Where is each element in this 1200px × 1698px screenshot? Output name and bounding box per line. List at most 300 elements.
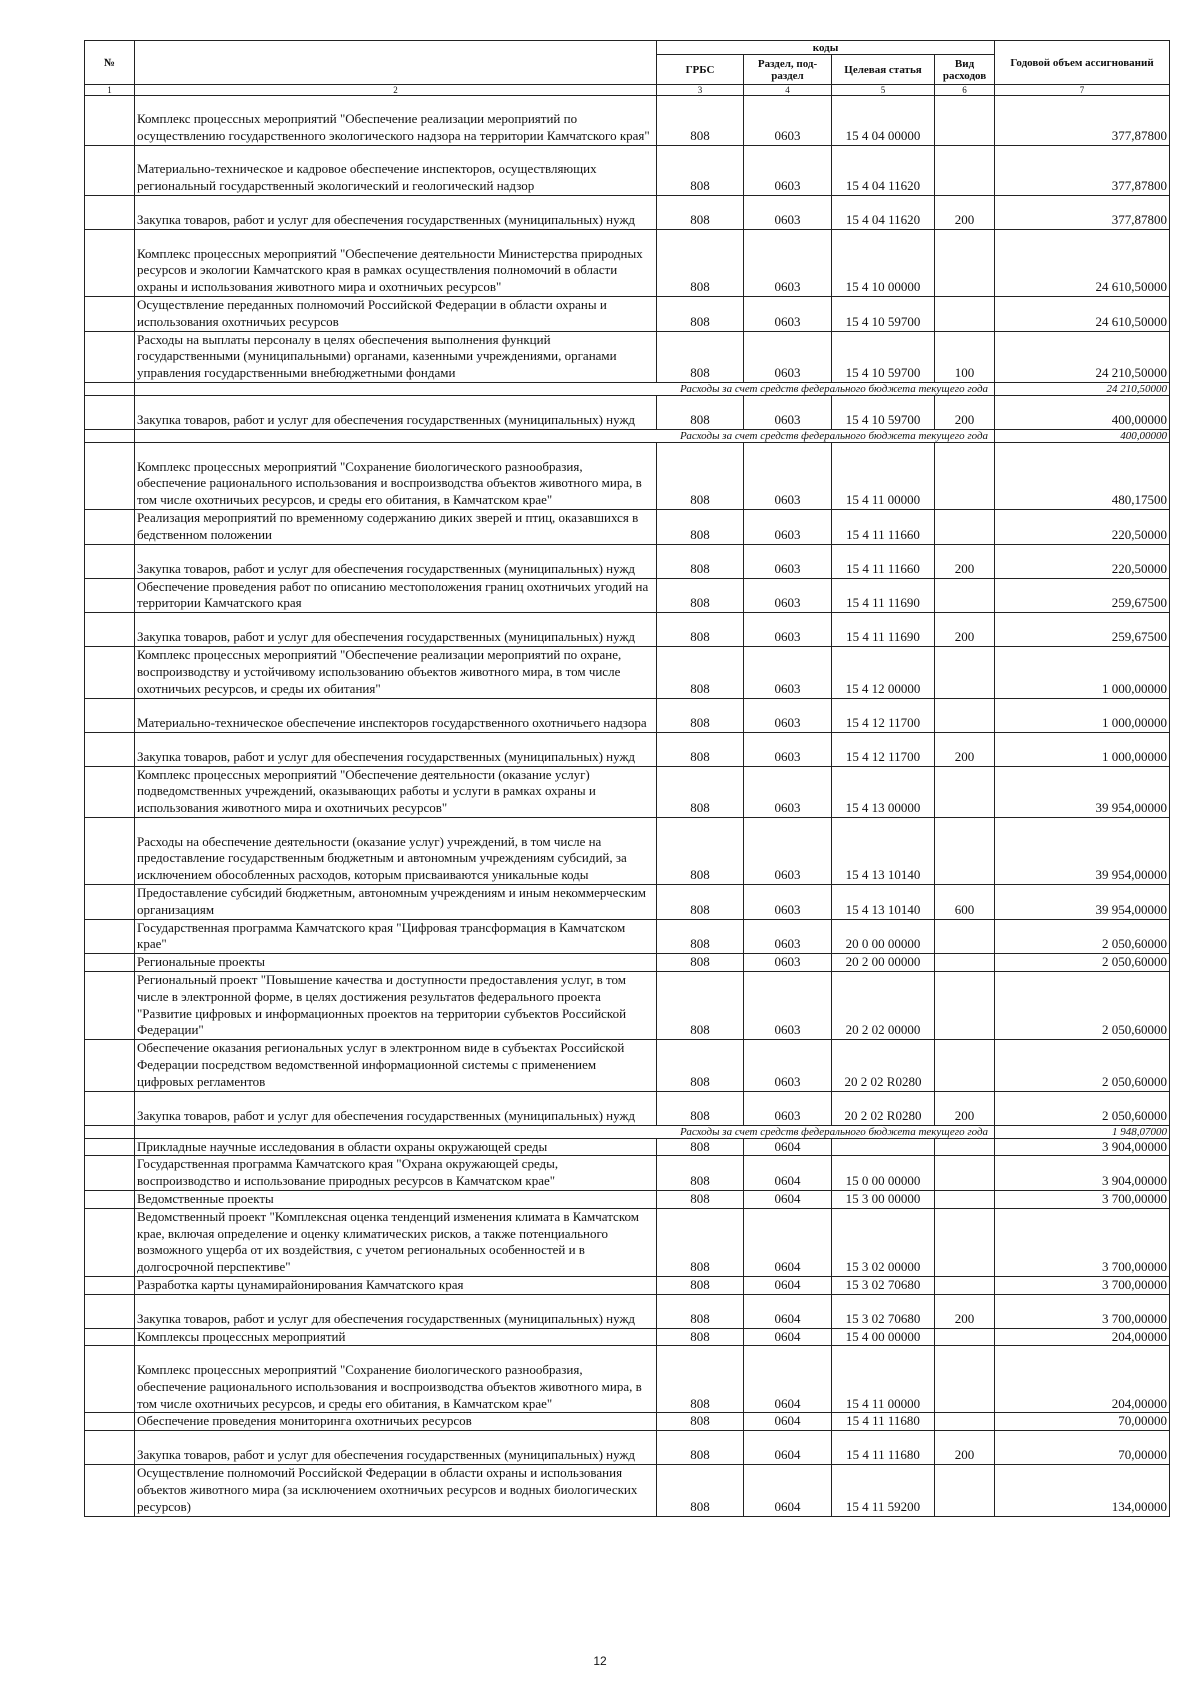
table-row bbox=[85, 698, 1170, 732]
row-number-cell bbox=[85, 1040, 135, 1091]
expense-kind bbox=[935, 954, 995, 972]
target-article: 15 4 10 59700 bbox=[832, 297, 935, 332]
expense-kind bbox=[935, 1040, 995, 1091]
expense-kind: 100 bbox=[935, 331, 995, 382]
grbs-code: 808 bbox=[657, 817, 744, 884]
table-row bbox=[85, 146, 1170, 196]
table-row bbox=[85, 331, 1170, 382]
expense-name: Обеспечение проведения работ по описанию местоположения границ охотничьих угодий на территории Камчатского края bbox=[135, 578, 657, 613]
expense-kind bbox=[935, 96, 995, 146]
expense-name: Предоставление субсидий бюджетным, автономным учреждениям и иным некоммерческим организациям bbox=[135, 884, 657, 919]
annual-amount: 39 954,00000 bbox=[995, 766, 1170, 817]
section-code: 0603 bbox=[744, 196, 832, 230]
expense-kind bbox=[935, 647, 995, 698]
annual-amount: 3 700,00000 bbox=[995, 1190, 1170, 1208]
expense-kind bbox=[935, 509, 995, 544]
grbs-code: 808 bbox=[657, 1465, 744, 1516]
section-code: 0603 bbox=[744, 1040, 832, 1091]
budget-sheet bbox=[84, 40, 1169, 1517]
expense-name: Реализация мероприятий по временному содержанию диких зверей и птиц, оказавшихся в бедственном положении bbox=[135, 509, 657, 544]
expense-name: Закупка товаров, работ и услуг для обеспечения государственных (муниципальных) нужд bbox=[135, 732, 657, 766]
target-article: 15 3 00 00000 bbox=[832, 1190, 935, 1208]
expense-kind: 200 bbox=[935, 1091, 995, 1125]
expense-name: Расходы на выплаты персоналу в целях обеспечения выполнения функций государственными (муниципальными) органами, казенными учреждениями, органами управления государственными внебюджетными фондами bbox=[135, 331, 657, 382]
annual-amount: 400,00000 bbox=[995, 395, 1170, 429]
section-code: 0604 bbox=[744, 1431, 832, 1465]
grbs-code: 808 bbox=[657, 1328, 744, 1346]
row-number-cell bbox=[85, 1328, 135, 1346]
section-code: 0603 bbox=[744, 146, 832, 196]
annual-amount: 480,17500 bbox=[995, 442, 1170, 509]
expense-name: Закупка товаров, работ и услуг для обеспечения государственных (муниципальных) нужд bbox=[135, 395, 657, 429]
row-number-cell bbox=[85, 1346, 135, 1413]
expense-kind bbox=[935, 1346, 995, 1413]
table-row bbox=[85, 578, 1170, 613]
grbs-code: 808 bbox=[657, 1346, 744, 1413]
note-label: Расходы за счет средств федерального бюджета текущего года bbox=[135, 1125, 995, 1138]
row-number-cell bbox=[85, 884, 135, 919]
grbs-code: 808 bbox=[657, 732, 744, 766]
grbs-code: 808 bbox=[657, 331, 744, 382]
grbs-code: 808 bbox=[657, 1091, 744, 1125]
row-number-cell bbox=[85, 1276, 135, 1294]
federal-note-row bbox=[85, 1125, 1170, 1138]
expense-name: Закупка товаров, работ и услуг для обеспечения государственных (муниципальных) нужд bbox=[135, 1091, 657, 1125]
expense-name: Материально-техническое обеспечение инспекторов государственного охотничьего надзора bbox=[135, 698, 657, 732]
target-article: 20 2 02 R0280 bbox=[832, 1091, 935, 1125]
expense-kind bbox=[935, 1156, 995, 1191]
target-article: 15 3 02 70680 bbox=[832, 1276, 935, 1294]
expense-name: Комплекс процессных мероприятий "Обеспечение деятельности Министерства природных ресурсов и экологии Камчатского края в рамках осуществления полномочий в области охраны и использования животного мира и охотничьих ресурсов" bbox=[135, 230, 657, 297]
target-article: 15 4 00 00000 bbox=[832, 1328, 935, 1346]
row-number-cell bbox=[85, 1190, 135, 1208]
annual-amount: 3 904,00000 bbox=[995, 1156, 1170, 1191]
section-code: 0603 bbox=[744, 509, 832, 544]
note-sum: 1 948,07000 bbox=[995, 1125, 1170, 1138]
expense-name: Комплекс процессных мероприятий "Обеспечение реализации мероприятий по осуществлению государственного экологического надзора на территории Камчатского края" bbox=[135, 96, 657, 146]
row-number-cell bbox=[85, 1431, 135, 1465]
target-article: 15 4 13 10140 bbox=[832, 884, 935, 919]
expense-kind bbox=[935, 698, 995, 732]
expense-kind bbox=[935, 146, 995, 196]
grbs-code: 808 bbox=[657, 766, 744, 817]
expense-kind bbox=[935, 817, 995, 884]
col-number: 6 bbox=[935, 85, 995, 96]
col-number: 1 bbox=[85, 85, 135, 96]
section-code: 0603 bbox=[744, 230, 832, 297]
expense-kind: 200 bbox=[935, 613, 995, 647]
annual-amount: 3 904,00000 bbox=[995, 1138, 1170, 1156]
row-number-cell bbox=[85, 1091, 135, 1125]
target-article: 15 4 04 00000 bbox=[832, 96, 935, 146]
annual-amount: 134,00000 bbox=[995, 1465, 1170, 1516]
row-number-cell bbox=[85, 971, 135, 1039]
expense-name: Расходы на обеспечение деятельности (оказание услуг) учреждений, в том числе на предоставление государственным бюджетным и автономным учреждениям субсидий, за исключением обособленных расходов, которым присваиваются уникальные коды bbox=[135, 817, 657, 884]
header-kind: Вид расходов bbox=[935, 55, 995, 85]
row-number-cell bbox=[85, 919, 135, 954]
col-number: 4 bbox=[744, 85, 832, 96]
annual-amount: 2 050,60000 bbox=[995, 1091, 1170, 1125]
row-number-cell bbox=[85, 146, 135, 196]
target-article: 20 2 00 00000 bbox=[832, 954, 935, 972]
grbs-code: 808 bbox=[657, 884, 744, 919]
target-article: 15 4 11 11690 bbox=[832, 578, 935, 613]
target-article: 15 4 04 11620 bbox=[832, 196, 935, 230]
section-code: 0603 bbox=[744, 613, 832, 647]
section-code: 0603 bbox=[744, 919, 832, 954]
expense-kind bbox=[935, 1328, 995, 1346]
target-article: 20 0 00 00000 bbox=[832, 919, 935, 954]
row-number-cell bbox=[85, 1138, 135, 1156]
expense-name: Комплекс процессных мероприятий "Обеспечение деятельности (оказание услуг) подведомственных учреждений, оказывающих работы и услуги в рамках охраны и использования животного мира и охотничьих ресурсов" bbox=[135, 766, 657, 817]
annual-amount: 377,87800 bbox=[995, 146, 1170, 196]
target-article: 15 0 00 00000 bbox=[832, 1156, 935, 1191]
annual-amount: 204,00000 bbox=[995, 1328, 1170, 1346]
table-row bbox=[85, 230, 1170, 297]
grbs-code: 808 bbox=[657, 578, 744, 613]
col-number: 5 bbox=[832, 85, 935, 96]
grbs-code: 808 bbox=[657, 1294, 744, 1328]
table-row bbox=[85, 1294, 1170, 1328]
row-number-cell bbox=[85, 698, 135, 732]
table-row bbox=[85, 766, 1170, 817]
expense-name: Обеспечение проведения мониторинга охотничьих ресурсов bbox=[135, 1413, 657, 1431]
expense-kind: 200 bbox=[935, 544, 995, 578]
row-number-cell bbox=[85, 817, 135, 884]
table-row bbox=[85, 884, 1170, 919]
row-number-cell bbox=[85, 331, 135, 382]
federal-note-row bbox=[85, 382, 1170, 395]
expense-kind: 200 bbox=[935, 196, 995, 230]
target-article: 15 3 02 00000 bbox=[832, 1208, 935, 1276]
target-article: 15 4 11 11660 bbox=[832, 509, 935, 544]
grbs-code: 808 bbox=[657, 230, 744, 297]
annual-amount: 1 000,00000 bbox=[995, 698, 1170, 732]
grbs-code: 808 bbox=[657, 297, 744, 332]
section-code: 0604 bbox=[744, 1190, 832, 1208]
expense-name: Закупка товаров, работ и услуг для обеспечения государственных (муниципальных) нужд bbox=[135, 196, 657, 230]
expense-name: Разработка карты цунамирайонирования Камчатского края bbox=[135, 1276, 657, 1294]
annual-amount: 204,00000 bbox=[995, 1346, 1170, 1413]
expense-name: Региональный проект "Повышение качества и доступности предоставления услуг, в том числе в электронной форме, в целях достижения результатов федерального проекта "Развитие цифровых и информационных проектов на территории субъектов Российской Федерации" bbox=[135, 971, 657, 1039]
row-number-cell bbox=[85, 732, 135, 766]
table-row bbox=[85, 1346, 1170, 1413]
grbs-code: 808 bbox=[657, 1431, 744, 1465]
expense-name: Закупка товаров, работ и услуг для обеспечения государственных (муниципальных) нужд bbox=[135, 1294, 657, 1328]
grbs-code: 808 bbox=[657, 442, 744, 509]
expense-name: Комплекс процессных мероприятий "Сохранение биологического разнообразия, обеспечение рационального использования и воспроизводства объектов животного мира, в том числе охотничьих ресурсов, и среды его обитания, в Камчатском крае" bbox=[135, 442, 657, 509]
target-article: 15 4 11 11680 bbox=[832, 1413, 935, 1431]
target-article: 15 4 12 11700 bbox=[832, 698, 935, 732]
grbs-code: 808 bbox=[657, 1276, 744, 1294]
row-number-cell bbox=[85, 1465, 135, 1516]
grbs-code: 808 bbox=[657, 146, 744, 196]
grbs-code: 808 bbox=[657, 1156, 744, 1191]
section-code: 0603 bbox=[744, 544, 832, 578]
grbs-code: 808 bbox=[657, 1040, 744, 1091]
row-number-cell bbox=[85, 382, 135, 395]
grbs-code: 808 bbox=[657, 971, 744, 1039]
annual-amount: 2 050,60000 bbox=[995, 971, 1170, 1039]
table-row bbox=[85, 395, 1170, 429]
expense-kind: 200 bbox=[935, 732, 995, 766]
target-article: 15 4 10 59700 bbox=[832, 395, 935, 429]
row-number-cell bbox=[85, 647, 135, 698]
table-row bbox=[85, 196, 1170, 230]
row-number-cell bbox=[85, 230, 135, 297]
target-article: 20 2 02 00000 bbox=[832, 971, 935, 1039]
target-article: 15 4 11 11680 bbox=[832, 1431, 935, 1465]
table-row bbox=[85, 509, 1170, 544]
table-body bbox=[85, 96, 1170, 1517]
target-article: 15 4 11 00000 bbox=[832, 1346, 935, 1413]
col-number: 7 bbox=[995, 85, 1170, 96]
annual-amount: 259,67500 bbox=[995, 578, 1170, 613]
row-number-cell bbox=[85, 1156, 135, 1191]
expense-name: Ведомственный проект "Комплексная оценка тенденций изменения климата в Камчатском крае, включая определение и оценку климатических рисков, а также потенциального возможного ущерба от их воздействия, с учетом региональных особенностей и в долгосрочной перспективе" bbox=[135, 1208, 657, 1276]
expense-kind bbox=[935, 971, 995, 1039]
expense-name: Обеспечение оказания региональных услуг в электронном виде в субъектах Российской Федерации посредством ведомственной информационной системы с применением цифровых регламентов bbox=[135, 1040, 657, 1091]
expense-kind: 200 bbox=[935, 1431, 995, 1465]
target-article: 15 4 13 10140 bbox=[832, 817, 935, 884]
section-code: 0604 bbox=[744, 1413, 832, 1431]
section-code: 0603 bbox=[744, 766, 832, 817]
target-article bbox=[832, 1138, 935, 1156]
section-code: 0603 bbox=[744, 884, 832, 919]
section-code: 0603 bbox=[744, 698, 832, 732]
expense-name: Осуществление переданных полномочий Российской Федерации в области охраны и использования охотничьих ресурсов bbox=[135, 297, 657, 332]
expense-kind bbox=[935, 230, 995, 297]
page-number: 12 bbox=[593, 1654, 607, 1668]
section-code: 0604 bbox=[744, 1294, 832, 1328]
grbs-code: 808 bbox=[657, 647, 744, 698]
grbs-code: 808 bbox=[657, 196, 744, 230]
expense-kind bbox=[935, 578, 995, 613]
section-code: 0603 bbox=[744, 971, 832, 1039]
section-code: 0604 bbox=[744, 1346, 832, 1413]
annual-amount: 24 210,50000 bbox=[995, 331, 1170, 382]
row-number-cell bbox=[85, 766, 135, 817]
annual-amount: 39 954,00000 bbox=[995, 884, 1170, 919]
header-annual: Годовой объем ассигнований bbox=[995, 41, 1170, 85]
section-code: 0604 bbox=[744, 1328, 832, 1346]
grbs-code: 808 bbox=[657, 1190, 744, 1208]
target-article: 15 4 10 00000 bbox=[832, 230, 935, 297]
row-number-cell bbox=[85, 613, 135, 647]
header-codes: коды bbox=[657, 41, 995, 55]
table-row bbox=[85, 1465, 1170, 1516]
grbs-code: 808 bbox=[657, 96, 744, 146]
table-row bbox=[85, 971, 1170, 1039]
target-article: 15 4 12 11700 bbox=[832, 732, 935, 766]
note-sum: 400,00000 bbox=[995, 429, 1170, 442]
header-no: № bbox=[85, 41, 135, 85]
table-row bbox=[85, 442, 1170, 509]
annual-amount: 2 050,60000 bbox=[995, 1040, 1170, 1091]
table-row bbox=[85, 1328, 1170, 1346]
section-code: 0603 bbox=[744, 331, 832, 382]
section-code: 0604 bbox=[744, 1465, 832, 1516]
row-number-cell bbox=[85, 96, 135, 146]
grbs-code: 808 bbox=[657, 544, 744, 578]
annual-amount: 1 000,00000 bbox=[995, 647, 1170, 698]
row-number-cell bbox=[85, 1208, 135, 1276]
target-article: 15 4 04 11620 bbox=[832, 146, 935, 196]
section-code: 0603 bbox=[744, 732, 832, 766]
header-number-row bbox=[85, 85, 1170, 96]
grbs-code: 808 bbox=[657, 1208, 744, 1276]
table-row bbox=[85, 732, 1170, 766]
expense-name: Материально-техническое и кадровое обеспечение инспекторов, осуществляющих региональный государственный экологический и геологический надзор bbox=[135, 146, 657, 196]
grbs-code: 808 bbox=[657, 1413, 744, 1431]
table-row bbox=[85, 919, 1170, 954]
table-row bbox=[85, 1431, 1170, 1465]
grbs-code: 808 bbox=[657, 954, 744, 972]
section-code: 0603 bbox=[744, 647, 832, 698]
expense-kind bbox=[935, 442, 995, 509]
header-grbs: ГРБС bbox=[657, 55, 744, 85]
table-row bbox=[85, 1156, 1170, 1191]
expense-name: Закупка товаров, работ и услуг для обеспечения государственных (муниципальных) нужд bbox=[135, 613, 657, 647]
col-number: 3 bbox=[657, 85, 744, 96]
table-row bbox=[85, 1040, 1170, 1091]
target-article: 15 4 11 11690 bbox=[832, 613, 935, 647]
table-row bbox=[85, 544, 1170, 578]
table-row bbox=[85, 1138, 1170, 1156]
note-label: Расходы за счет средств федерального бюджета текущего года bbox=[135, 429, 995, 442]
row-number-cell bbox=[85, 954, 135, 972]
row-number-cell bbox=[85, 1413, 135, 1431]
section-code: 0604 bbox=[744, 1208, 832, 1276]
expense-kind bbox=[935, 1190, 995, 1208]
annual-amount: 3 700,00000 bbox=[995, 1276, 1170, 1294]
annual-amount: 70,00000 bbox=[995, 1413, 1170, 1431]
header-target: Целевая статья bbox=[832, 55, 935, 85]
section-code: 0604 bbox=[744, 1156, 832, 1191]
row-number-cell bbox=[85, 429, 135, 442]
row-number-cell bbox=[85, 578, 135, 613]
expense-name: Закупка товаров, работ и услуг для обеспечения государственных (муниципальных) нужд bbox=[135, 1431, 657, 1465]
expense-kind bbox=[935, 1208, 995, 1276]
annual-amount: 3 700,00000 bbox=[995, 1294, 1170, 1328]
target-article: 15 4 11 11660 bbox=[832, 544, 935, 578]
annual-amount: 2 050,60000 bbox=[995, 919, 1170, 954]
section-code: 0604 bbox=[744, 1276, 832, 1294]
header-name bbox=[135, 41, 657, 85]
expense-kind bbox=[935, 919, 995, 954]
table-row bbox=[85, 613, 1170, 647]
note-label: Расходы за счет средств федерального бюджета текущего года bbox=[135, 382, 995, 395]
expense-name: Комплексы процессных мероприятий bbox=[135, 1328, 657, 1346]
grbs-code: 808 bbox=[657, 698, 744, 732]
grbs-code: 808 bbox=[657, 509, 744, 544]
section-code: 0603 bbox=[744, 395, 832, 429]
section-code: 0603 bbox=[744, 297, 832, 332]
annual-amount: 377,87800 bbox=[995, 96, 1170, 146]
row-number-cell bbox=[85, 1125, 135, 1138]
expense-name: Осуществление полномочий Российской Федерации в области охраны и использования объектов животного мира (за исключением охотничьих ресурсов и водных биологических ресурсов) bbox=[135, 1465, 657, 1516]
section-code: 0603 bbox=[744, 817, 832, 884]
target-article: 20 2 02 R0280 bbox=[832, 1040, 935, 1091]
annual-amount: 3 700,00000 bbox=[995, 1208, 1170, 1276]
expense-kind bbox=[935, 766, 995, 817]
target-article: 15 4 11 59200 bbox=[832, 1465, 935, 1516]
header-section: Раздел, под-раздел bbox=[744, 55, 832, 85]
row-number-cell bbox=[85, 297, 135, 332]
expense-name: Государственная программа Камчатского края "Охрана окружающей среды, воспроизводство и использование природных ресурсов в Камчатском крае" bbox=[135, 1156, 657, 1191]
budget-table bbox=[84, 40, 1170, 1517]
annual-amount: 220,50000 bbox=[995, 544, 1170, 578]
annual-amount: 70,00000 bbox=[995, 1431, 1170, 1465]
row-number-cell bbox=[85, 509, 135, 544]
expense-name: Закупка товаров, работ и услуг для обеспечения государственных (муниципальных) нужд bbox=[135, 544, 657, 578]
expense-kind: 200 bbox=[935, 395, 995, 429]
section-code: 0603 bbox=[744, 442, 832, 509]
row-number-cell bbox=[85, 196, 135, 230]
table-row bbox=[85, 1208, 1170, 1276]
expense-name: Прикладные научные исследования в области охраны окружающей среды bbox=[135, 1138, 657, 1156]
target-article: 15 4 12 00000 bbox=[832, 647, 935, 698]
row-number-cell bbox=[85, 544, 135, 578]
section-code: 0604 bbox=[744, 1138, 832, 1156]
row-number-cell bbox=[85, 395, 135, 429]
annual-amount: 377,87800 bbox=[995, 196, 1170, 230]
table-row bbox=[85, 954, 1170, 972]
section-code: 0603 bbox=[744, 954, 832, 972]
target-article: 15 3 02 70680 bbox=[832, 1294, 935, 1328]
target-article: 15 4 11 00000 bbox=[832, 442, 935, 509]
expense-kind bbox=[935, 297, 995, 332]
table-row bbox=[85, 1276, 1170, 1294]
grbs-code: 808 bbox=[657, 613, 744, 647]
annual-amount: 1 000,00000 bbox=[995, 732, 1170, 766]
table-row bbox=[85, 647, 1170, 698]
table-row bbox=[85, 1091, 1170, 1125]
table-row bbox=[85, 297, 1170, 332]
annual-amount: 220,50000 bbox=[995, 509, 1170, 544]
target-article: 15 4 13 00000 bbox=[832, 766, 935, 817]
grbs-code: 808 bbox=[657, 1138, 744, 1156]
expense-name: Комплекс процессных мероприятий "Обеспечение реализации мероприятий по охране, воспроизводству и устойчивому использованию объектов животного мира, в том числе охотничьих ресурсов, и среды их обитания" bbox=[135, 647, 657, 698]
table-row bbox=[85, 817, 1170, 884]
expense-kind bbox=[935, 1138, 995, 1156]
row-number-cell bbox=[85, 442, 135, 509]
table-row bbox=[85, 1413, 1170, 1431]
section-code: 0603 bbox=[744, 96, 832, 146]
federal-note-row bbox=[85, 429, 1170, 442]
col-number: 2 bbox=[135, 85, 657, 96]
grbs-code: 808 bbox=[657, 395, 744, 429]
table-row bbox=[85, 96, 1170, 146]
expense-kind bbox=[935, 1465, 995, 1516]
expense-name: Региональные проекты bbox=[135, 954, 657, 972]
annual-amount: 24 610,50000 bbox=[995, 297, 1170, 332]
row-number-cell bbox=[85, 1294, 135, 1328]
section-code: 0603 bbox=[744, 578, 832, 613]
annual-amount: 39 954,00000 bbox=[995, 817, 1170, 884]
expense-name: Государственная программа Камчатского края "Цифровая трансформация в Камчатском крае" bbox=[135, 919, 657, 954]
expense-kind bbox=[935, 1276, 995, 1294]
expense-kind: 200 bbox=[935, 1294, 995, 1328]
annual-amount: 24 610,50000 bbox=[995, 230, 1170, 297]
grbs-code: 808 bbox=[657, 919, 744, 954]
table-row bbox=[85, 1190, 1170, 1208]
section-code: 0603 bbox=[744, 1091, 832, 1125]
expense-kind bbox=[935, 1413, 995, 1431]
annual-amount: 259,67500 bbox=[995, 613, 1170, 647]
note-sum: 24 210,50000 bbox=[995, 382, 1170, 395]
target-article: 15 4 10 59700 bbox=[832, 331, 935, 382]
